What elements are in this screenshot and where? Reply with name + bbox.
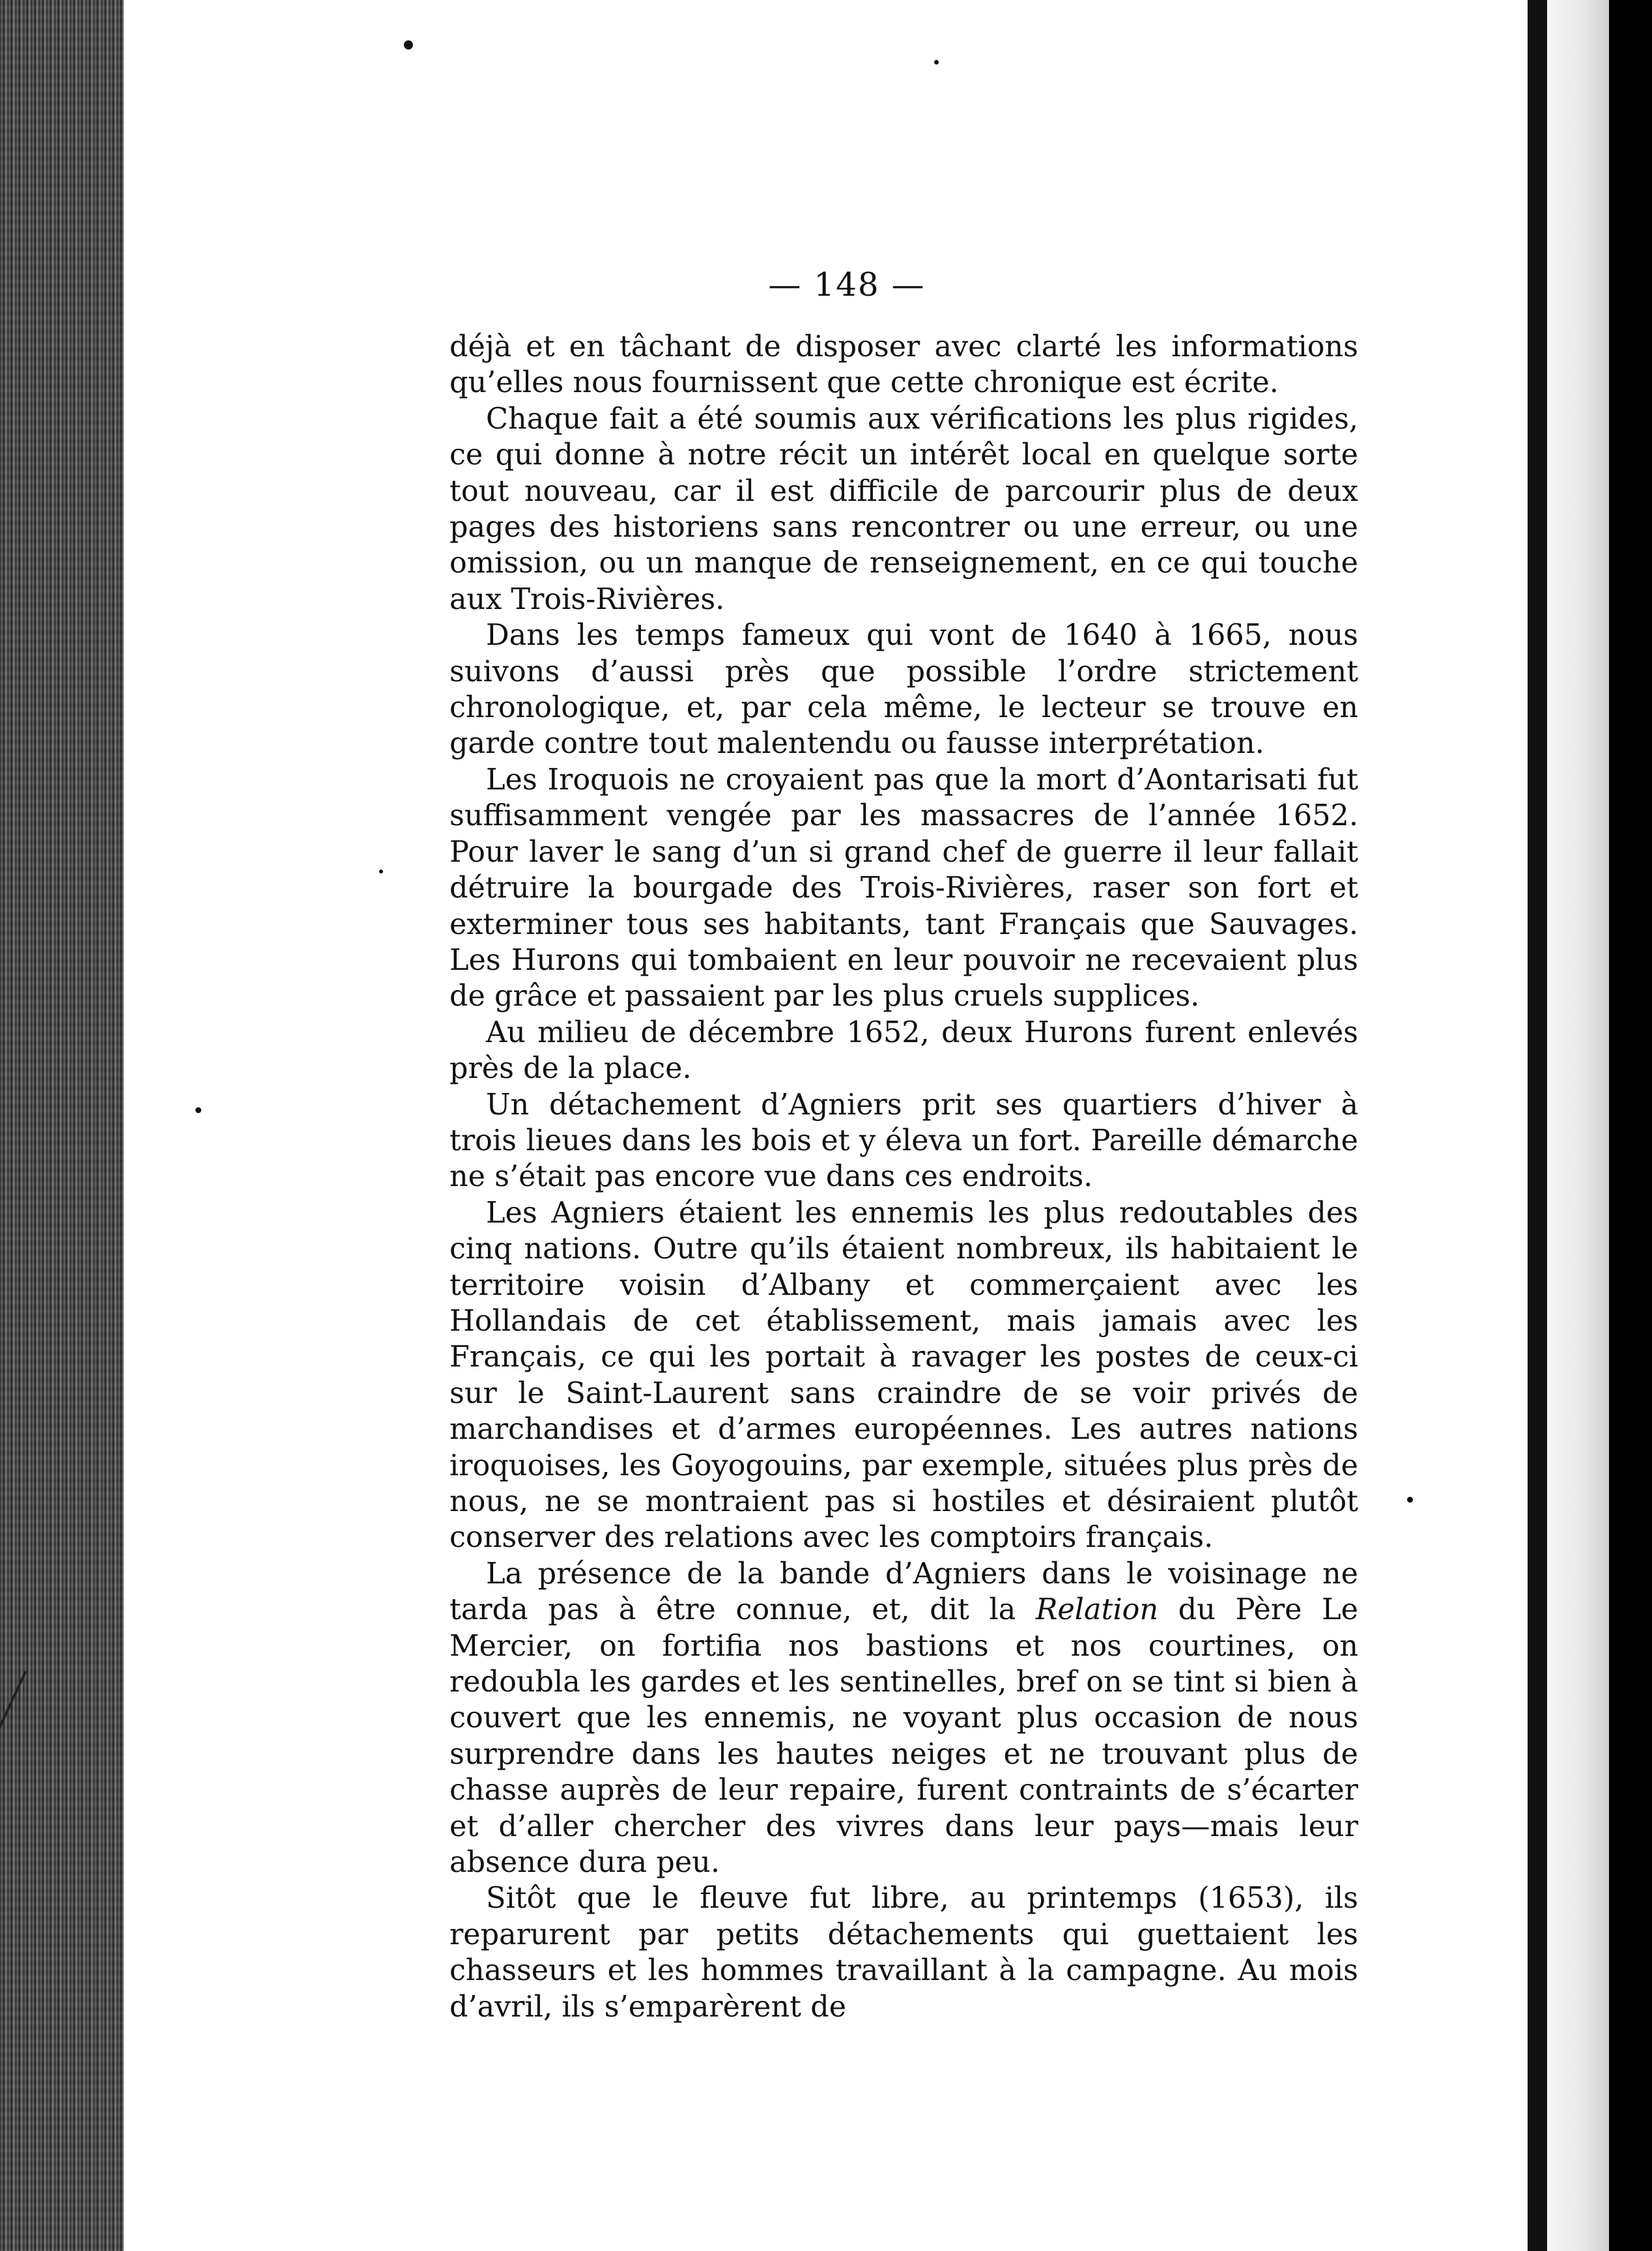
margin-speck	[934, 60, 939, 64]
margin-speck	[379, 870, 383, 873]
paragraph-with-italic	[449, 1556, 1358, 1881]
body-text	[449, 329, 1358, 2025]
margin-speck	[195, 1107, 201, 1113]
paragraph-text: La présence de la bande d’Agniers dans le voisinage ne tarda pas à être connue, et, dit la	[449, 1557, 1358, 1627]
paragraph: Les Iroquois ne croyaient pas que la mort d’Aontarisati fut suffisamment vengée par les massacres de l’année 1652. Pour laver le sang d’un si grand chef de guerre il leur fallait détruire la bourgade des Trois-Rivières, raser son fort et exterminer tous ses habitants, tant Français que Sauvages. Les Hurons qui tombaient en leur pouvoir ne recevaient plus de grâce et passaient par les plus cruels supplices.	[449, 763, 1358, 1013]
right-page-edge	[1528, 0, 1547, 2251]
left-binding-texture	[0, 0, 124, 2251]
paragraph: Au milieu de décembre 1652, deux Hurons furent enlevés près de la place.	[449, 1015, 1358, 1086]
paragraph: Les Agniers étaient les ennemis les plus redoutables des cinq nations. Outre qu’ils étaient nombreux, ils habitaient le territoire voisin d’Albany et commerçaient avec les Hollandais de cet établissement, mais jamais avec les Français, ce qui les portait à ravager les postes de ceux-ci sur le Saint-Laurent sans craindre de se voir privés de marchandises et d’armes européennes. Les autres nations iroquoises, les Goyogouins, par exemple, situées plus près de nous, ne se montraient pas si hostiles et désiraient plutôt conserver des relations avec les comptoirs français.	[449, 1196, 1358, 1555]
paragraph: Sitôt que le fleuve fut libre, au printemps (1653), ils reparurent par petits détachements qui guettaient les chasseurs et les hommes travaillant à la campagne. Au mois d’avril, ils s’emparèrent de	[449, 1882, 1358, 2024]
right-margin-strip	[1547, 0, 1609, 2251]
paragraph: Un détachement d’Agniers prit ses quartiers d’hiver à trois lieues dans les bois et y éleva un fort. Pareille démarche ne s’était pas encore vue dans ces endroits.	[449, 1088, 1358, 1194]
paragraph: déjà et en tâchant de disposer avec clarté les informations qu’elles nous fournissent que cette chronique est écrite.	[449, 330, 1358, 400]
paragraph: Chaque fait a été soumis aux vérifications les plus rigides, ce qui donne à notre récit un intérêt local en quelque sorte tout nouveau, car il est difficile de parcourir plus de deux pages des historiens sans rencontrer ou une erreur, ou une omission, ou un manque de renseignement, en ce qui touche aux Trois-Rivières.	[449, 402, 1358, 616]
right-scan-border	[1609, 0, 1652, 2251]
paragraph: Dans les temps fameux qui vont de 1640 à 1665, nous suivons d’aussi près que possible l’ordre strictement chronologique, et, par cela même, le lecteur se trouve en garde contre tout malentendu ou fausse interprétation.	[449, 619, 1358, 761]
paragraph-text: du Père Le Mercier, on fortifia nos bastions et nos courtines, on redoubla les gardes et les sentinelles, bref on se tint si bien à couvert que les ennemis, ne voyant plus occasion de nous surprendre dans les hautes neiges et ne trouvant plus de chasse auprès de leur repaire, furent contraints de s’écarter et d’aller chercher des vivres dans leur pays—mais leur absence dura peu.	[449, 1593, 1358, 1880]
italic-title-relation: Relation	[1035, 1593, 1159, 1627]
page-number: — 148 —	[768, 266, 926, 304]
margin-speck	[1407, 1497, 1413, 1503]
margin-speck	[404, 40, 413, 50]
